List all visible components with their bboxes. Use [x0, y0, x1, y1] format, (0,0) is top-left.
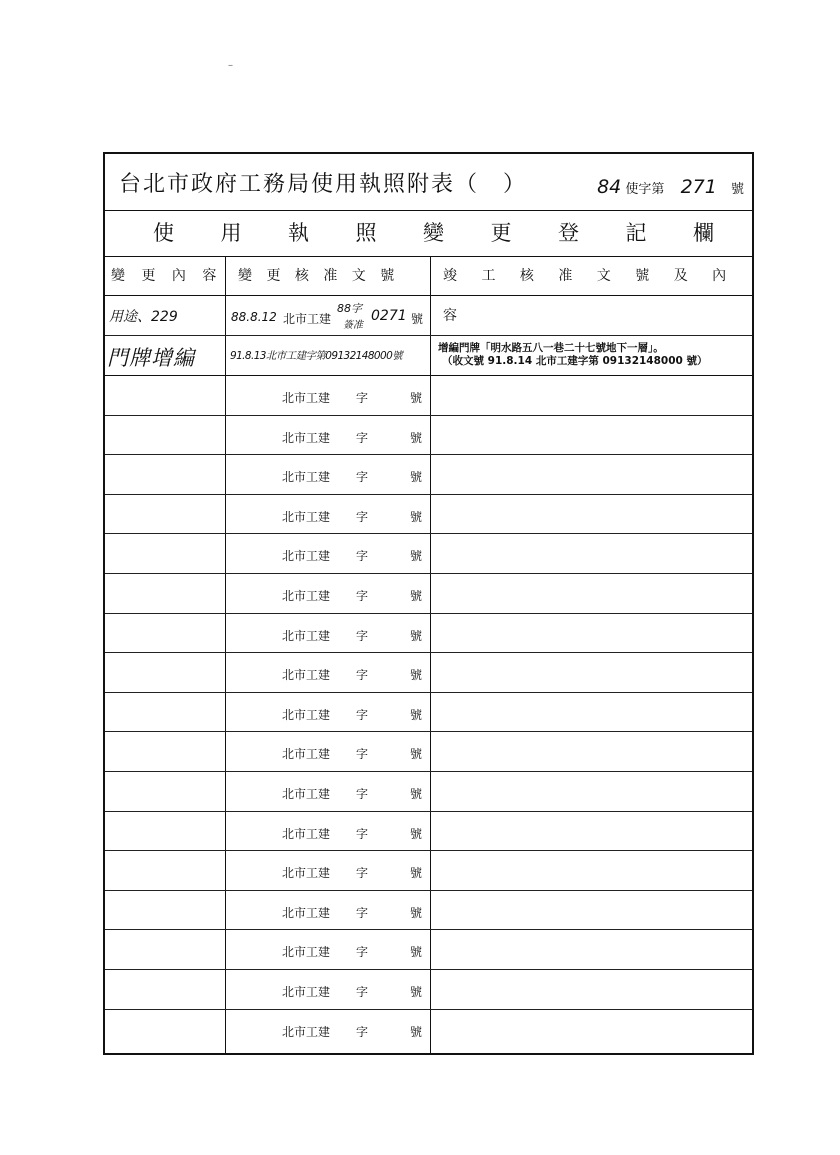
row-approval-hao: 號	[410, 509, 423, 524]
scan-mark: –	[228, 60, 233, 71]
row2-completion-line1: 增編門牌「明水路五八一巷二十七號地下一層」。	[438, 342, 664, 354]
license-number	[597, 176, 744, 198]
row-approval-zi: 字	[356, 826, 369, 841]
row-approval-prefix: 北市工建	[282, 945, 331, 960]
row-approval-zi: 字	[356, 866, 369, 881]
row1-approval-stamp: 簽准	[343, 320, 363, 331]
row-approval-prefix: 北市工建	[282, 668, 331, 683]
row-approval-zi: 字	[356, 589, 369, 603]
table-row	[105, 534, 752, 574]
table-row	[105, 1010, 752, 1050]
row-approval-prefix: 北市工建	[282, 707, 331, 722]
license-middle: 使字第	[625, 182, 665, 197]
row-approval-hao: 號	[410, 826, 423, 841]
section-title	[105, 210, 752, 256]
section-title-char: 使	[153, 221, 174, 245]
row-approval-prefix: 北市工建	[282, 747, 331, 762]
table-row	[105, 614, 752, 654]
row-approval-hao: 號	[410, 905, 423, 920]
row-approval-zi: 字	[356, 470, 369, 485]
row-approval-hao: 號	[410, 787, 423, 801]
section-title-char: 欄	[693, 221, 714, 245]
row-approval-zi: 字	[356, 430, 369, 445]
table-row	[105, 376, 752, 416]
license-suffix: 號	[730, 182, 744, 197]
row2-approval-handwritten: 91.8.13北市工建字第09132148000號	[230, 350, 403, 362]
row-approval-hao: 號	[410, 549, 423, 564]
section-title-char: 記	[625, 221, 647, 245]
row-approval-prefix: 北市工建	[282, 787, 331, 801]
section-title-char: 登	[558, 221, 579, 245]
row-approval-hao: 號	[410, 391, 423, 405]
header-completion-doc: 竣 工 核 准 文 號 及 內 容	[431, 256, 752, 296]
row1-change-content: 用途、229	[109, 309, 178, 325]
row-approval-prefix: 北市工建	[282, 470, 331, 485]
row-approval-hao: 號	[410, 985, 423, 999]
row-approval-hao: 號	[410, 707, 423, 722]
table-row	[105, 455, 752, 495]
table-row	[105, 732, 752, 772]
table-row	[105, 336, 752, 376]
row-approval-zi: 字	[356, 668, 369, 683]
row-approval-zi: 字	[356, 549, 369, 564]
row-approval-hao: 號	[410, 747, 423, 762]
row-approval-hao: 號	[410, 668, 423, 683]
table-row	[105, 812, 752, 852]
row1-approval-number: 0271	[371, 308, 407, 324]
row-approval-zi: 字	[356, 1024, 369, 1039]
form-title: 台北市政府工務局使用執照附表（ ）	[119, 172, 528, 197]
row-approval-hao: 號	[410, 628, 423, 643]
table-row	[105, 495, 752, 535]
row-approval-zi: 字	[356, 707, 369, 722]
table-row	[105, 653, 752, 693]
table-row	[105, 970, 752, 1010]
row-approval-prefix: 北市工建	[282, 628, 331, 643]
row-approval-hao: 號	[410, 430, 423, 445]
row2-change-content: 門牌增編	[107, 346, 195, 370]
section-title-row	[105, 210, 752, 257]
row-approval-zi: 字	[356, 628, 369, 643]
row1-approval-extra: 88字	[337, 302, 362, 315]
row-approval-prefix: 北市工建	[282, 430, 331, 445]
row-approval-zi: 字	[356, 787, 369, 801]
header-change-content: 變 更 內 容	[105, 256, 226, 296]
section-title-char: 更	[490, 221, 512, 245]
row-approval-zi: 字	[356, 391, 369, 405]
row2-completion-line2: （收文號 91.8.14 北市工建字第 09132148000 號）	[442, 355, 708, 367]
row-approval-prefix: 北市工建	[282, 866, 331, 881]
table-row	[105, 891, 752, 931]
row-approval-prefix: 北市工建	[282, 391, 331, 405]
row-approval-hao: 號	[410, 866, 423, 881]
row-approval-zi: 字	[356, 985, 369, 999]
row-approval-hao: 號	[410, 589, 423, 603]
section-title-char: 變	[423, 221, 444, 245]
table-row	[105, 574, 752, 614]
row-approval-prefix: 北市工建	[282, 1024, 331, 1039]
row-approval-zi: 字	[356, 905, 369, 920]
table-row	[105, 772, 752, 812]
section-title-char: 照	[355, 221, 377, 245]
row-approval-prefix: 北市工建	[282, 905, 331, 920]
table-row	[105, 851, 752, 891]
table-row	[105, 693, 752, 733]
row-approval-prefix: 北市工建	[282, 826, 331, 841]
table-row	[105, 296, 752, 336]
table-row	[105, 930, 752, 970]
row-approval-prefix: 北市工建	[282, 509, 331, 524]
section-title-char: 用	[220, 221, 242, 245]
row-approval-prefix: 北市工建	[282, 589, 331, 603]
header-approval-doc: 變 更 核 准 文 號	[226, 256, 431, 296]
title-row	[105, 154, 752, 211]
license-appendix-form	[103, 152, 754, 1055]
row-approval-prefix: 北市工建	[282, 549, 331, 564]
section-title-char: 執	[288, 221, 309, 245]
table-row	[105, 416, 752, 456]
row-approval-hao: 號	[410, 470, 423, 485]
row-approval-zi: 字	[356, 747, 369, 762]
row-approval-zi: 字	[356, 509, 369, 524]
row1-approval-prefix: 北市工建	[283, 312, 332, 326]
license-number-value: 271	[680, 176, 717, 198]
row1-approval-date: 88.8.12	[231, 310, 277, 324]
row-approval-hao: 號	[410, 1024, 423, 1039]
row-approval-prefix: 北市工建	[282, 985, 331, 999]
license-prefix: 84	[597, 176, 622, 198]
row-approval-zi: 字	[356, 945, 369, 960]
row1-approval-suffix: 號	[411, 312, 424, 326]
row-approval-hao: 號	[410, 945, 423, 960]
